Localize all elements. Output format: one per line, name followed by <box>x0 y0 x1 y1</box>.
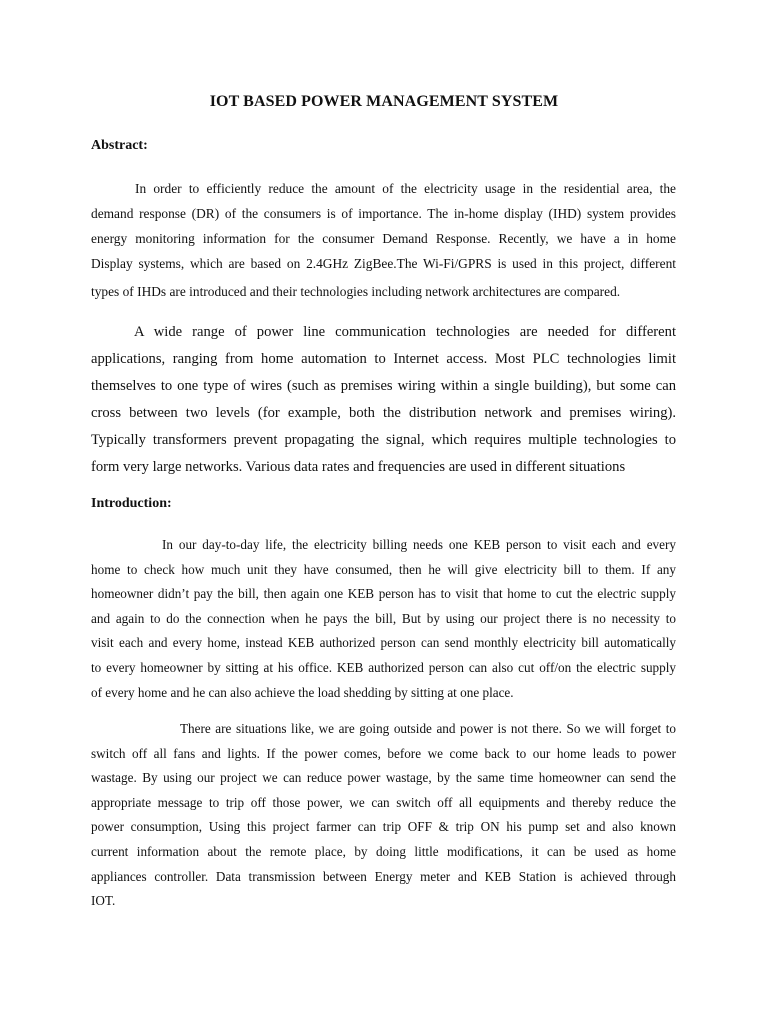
text-line: themselves to one type of wires (such as premises wiring within a single building), but some can <box>91 378 676 394</box>
text-line: homeowner didn’t pay the bill, then again one KEB person has to visit that home to cut the electric supply <box>91 586 676 602</box>
abstract-paragraph-1 <box>91 176 676 304</box>
introduction-paragraph-2 <box>91 717 676 914</box>
introduction-heading: Introduction: <box>91 496 172 511</box>
document-title: IOT BASED POWER MANAGEMENT SYSTEM <box>209 93 559 110</box>
text-line: Typically transformers prevent propagating the signal, which requires multiple technologies to <box>91 432 676 448</box>
text-line: appropriate message to trip off those power, we can switch off all equipments and thereby reduce the <box>91 794 676 810</box>
text-line: switch off all fans and lights. If the power comes, before we come back to our home leads to power <box>91 745 676 761</box>
text-line: Display systems, which are based on 2.4GHz ZigBee.The Wi-Fi/GPRS is used in this project, different <box>91 256 676 271</box>
text-line: appliances controller. Data transmission between Energy meter and KEB Station is achieved through <box>91 868 676 884</box>
text-line: There are situations like, we are going outside and power is not there. So we will forget to <box>180 721 676 736</box>
text-line: In our day-to-day life, the electricity billing needs one KEB person to visit each and every <box>162 537 676 552</box>
introduction-paragraph-1 <box>91 533 676 705</box>
text-line: A wide range of power line communication technologies are needed for different <box>134 324 676 340</box>
text-line: demand response (DR) of the consumers is of importance. The in-home display (IHD) system provides <box>91 206 676 221</box>
text-line: form very large networks. Various data rates and frequencies are used in different situations <box>91 459 626 475</box>
text-line: types of IHDs are introduced and their technologies including network architectures are compared. <box>91 284 621 299</box>
abstract-heading: Abstract: <box>91 138 148 153</box>
text-line: wastage. By using our project we can reduce power wastage, by the same time homeowner can send the <box>91 770 676 786</box>
abstract-paragraph-2 <box>91 319 676 481</box>
text-line: In order to efficiently reduce the amount of the electricity usage in the residential area, the <box>135 181 676 196</box>
text-line: power consumption, Using this project farmer can trip OFF & trip ON his pump set and also known <box>91 819 676 835</box>
text-line: home to check how much unit they have consumed, then he will give electricity bill to them. If any <box>91 561 676 577</box>
text-line: current information about the remote place, by doing little modifications, it can be used as home <box>91 843 676 859</box>
text-line: of every home and he can also achieve the load shedding by sitting at one place. <box>91 684 514 700</box>
text-line: and again to do the connection when he pays the bill, But by using our project there is no necessity to <box>91 610 676 626</box>
text-line: to every homeowner by sitting at his office. KEB authorized person can also cut off/on the electric supply <box>91 659 676 675</box>
text-line: applications, ranging from home automation to Internet access. Most PLC technologies limit <box>91 351 676 367</box>
text-line: cross between two levels (for example, both the distribution network and premises wiring). <box>91 405 676 421</box>
text-line: visit each and every home, instead KEB authorized person can send monthly electricity bill automatically <box>91 635 676 651</box>
text-line: energy monitoring information for the consumer Demand Response. Recently, we have a in home <box>91 231 676 246</box>
text-line: IOT. <box>91 893 116 909</box>
